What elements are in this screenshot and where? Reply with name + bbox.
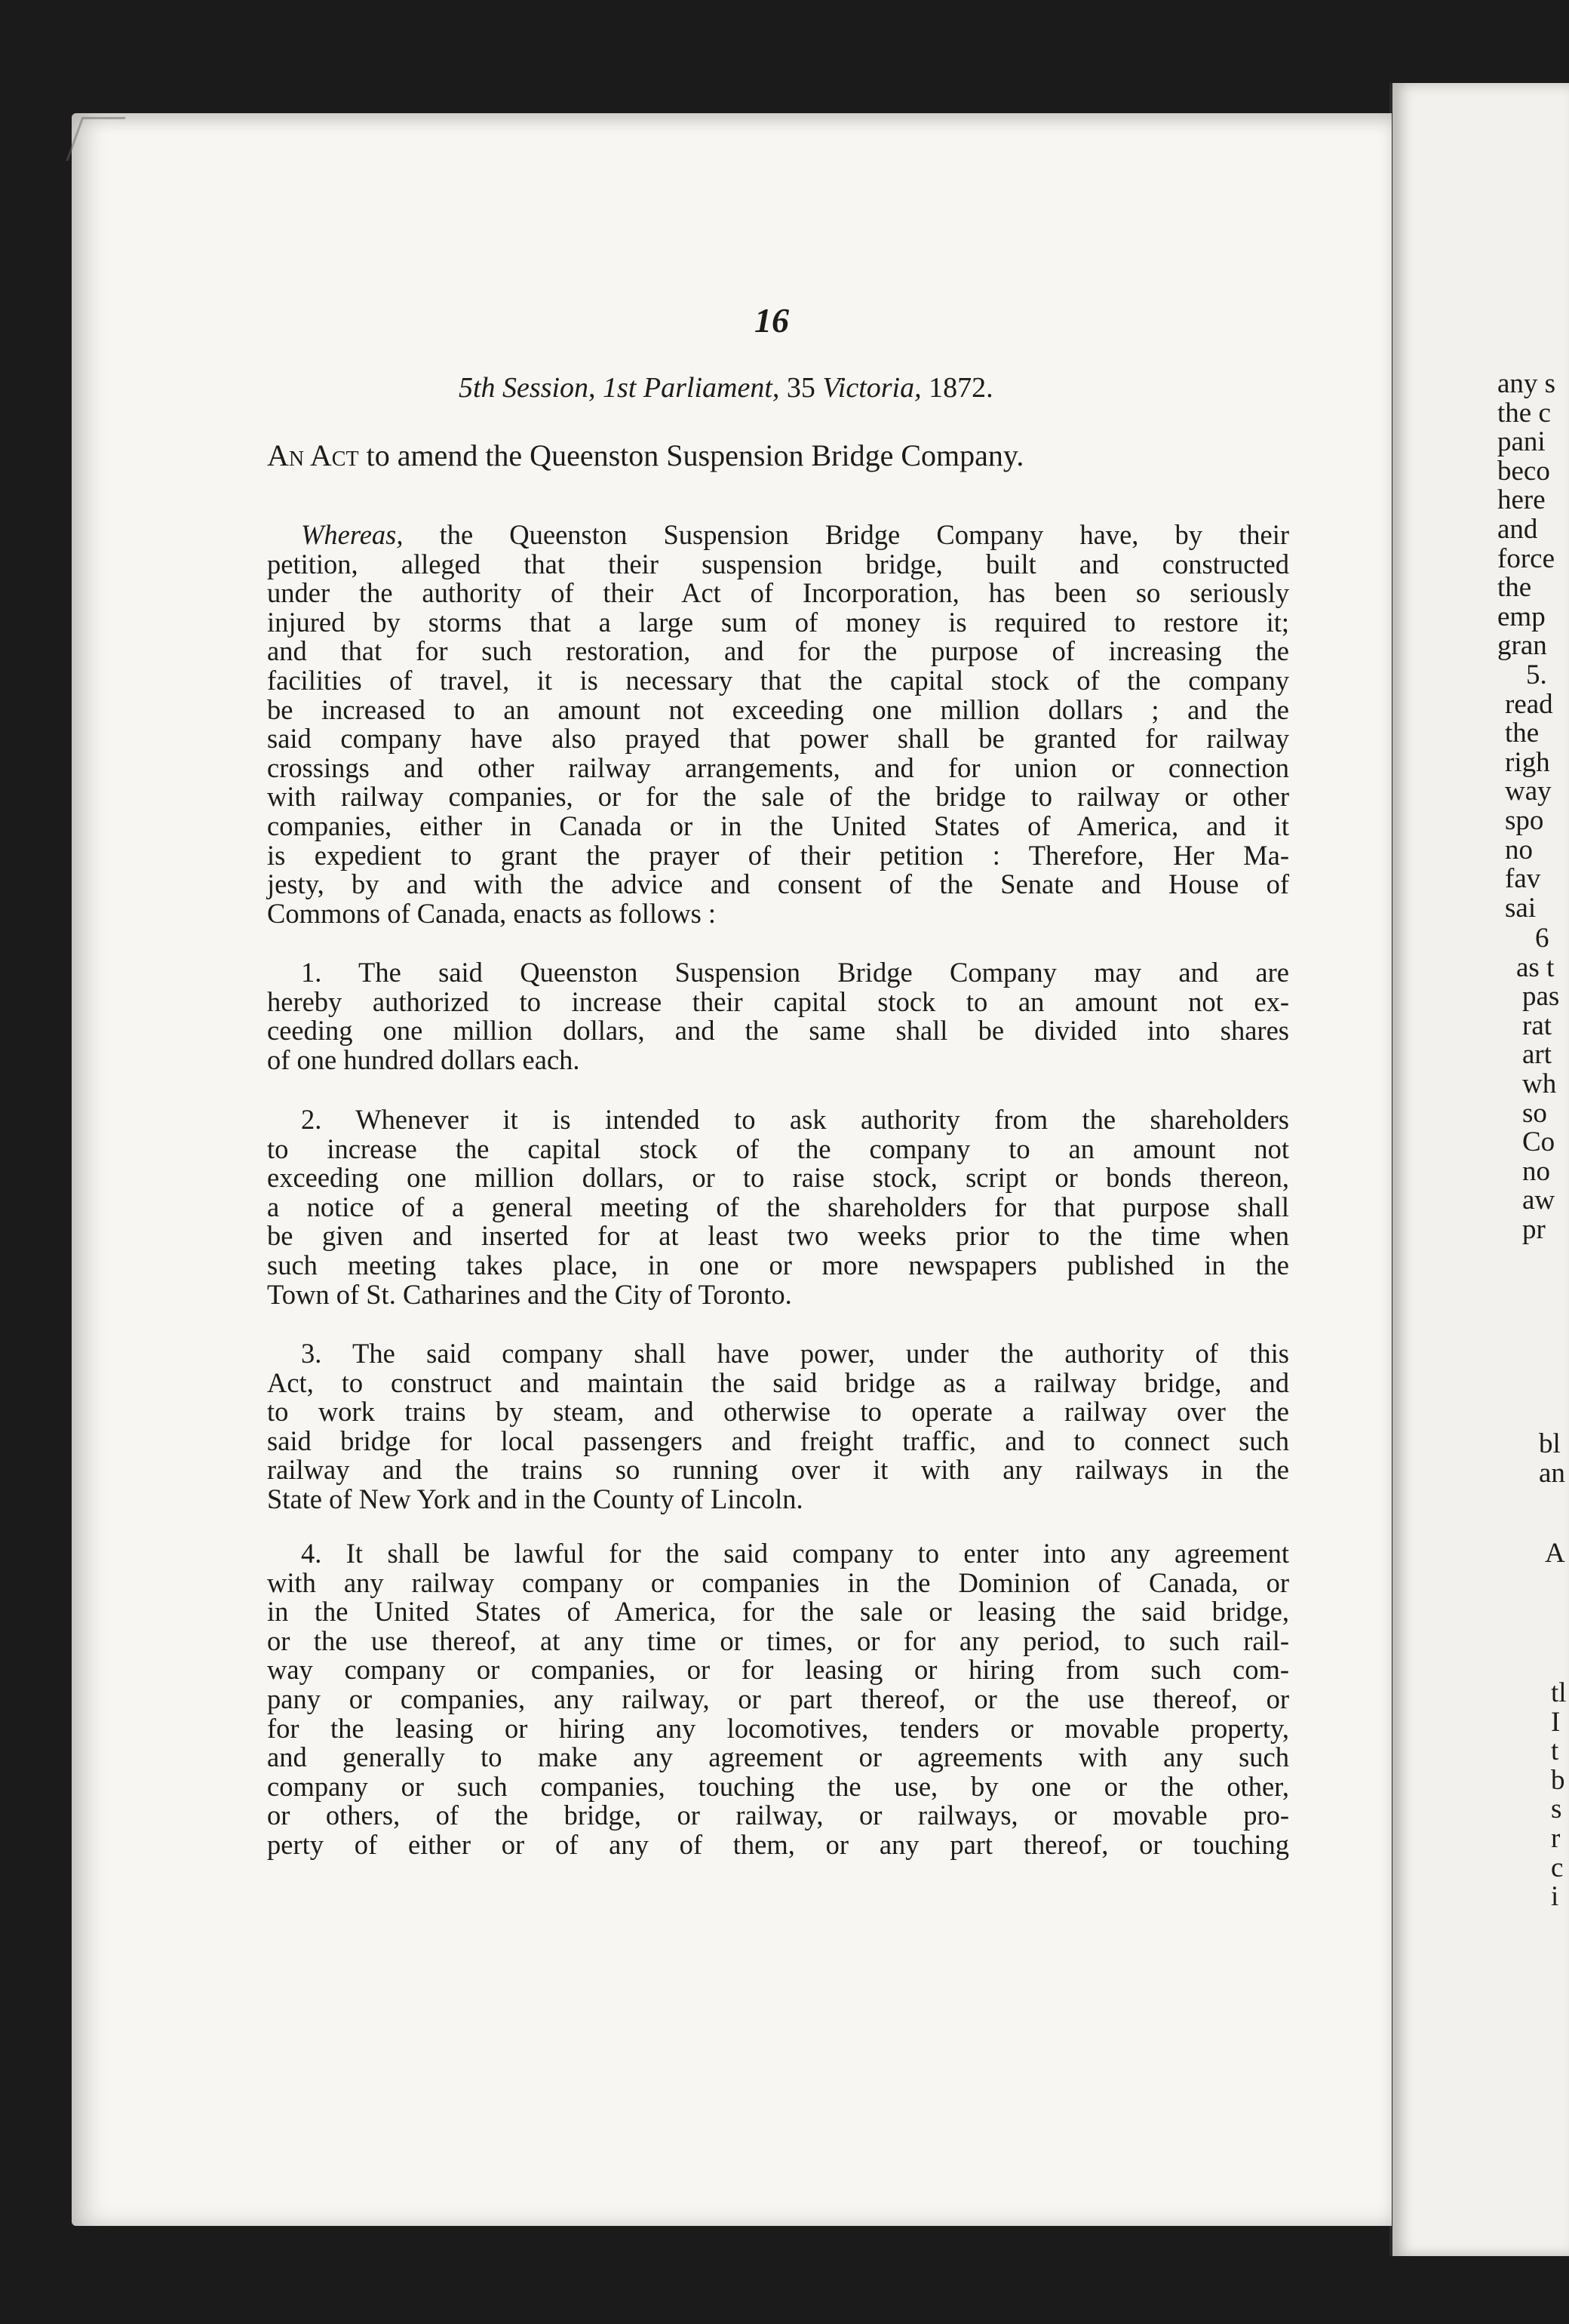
- facing-fragment: pr: [1522, 1213, 1546, 1245]
- section-line: be given and inserted for at least two weeks prior to the time when: [267, 1220, 1289, 1252]
- facing-fragment: t: [1551, 1735, 1559, 1767]
- section-line: to increase the capital stock of the company to an amount not: [267, 1133, 1289, 1164]
- preamble-lead: Whereas,: [301, 519, 404, 550]
- section-line: such meeting takes place, in one or more newspapers published in the: [267, 1249, 1289, 1280]
- session-header: [459, 371, 993, 404]
- section-line: Town of St. Catharines and the City of Toronto.: [267, 1278, 792, 1310]
- section-line: 3. The said company shall have power, under the authority of this: [301, 1338, 1289, 1369]
- facing-page-text-d: [1545, 1539, 1565, 1569]
- preamble-line: facilities of travel, it is necessary that the capital stock of the company: [267, 664, 1289, 696]
- facing-fragment: and: [1497, 513, 1538, 545]
- facing-fragment: bl: [1539, 1428, 1561, 1459]
- session-number: 35: [786, 372, 815, 404]
- facing-fragment: force: [1497, 543, 1555, 574]
- facing-fragment: the: [1497, 572, 1532, 604]
- section-line: to work trains by steam, and otherwise to operate a railway over the: [267, 1396, 1289, 1428]
- section-line: pany or companies, any railway, or part thereof, or the use thereof, or: [267, 1683, 1289, 1714]
- section-line: exceeding one million dollars, or to raise stock, script or bonds thereon,: [267, 1162, 1289, 1194]
- section-4: [267, 1539, 1289, 1860]
- preamble-line: said company have also prayed that power shall be granted for railway: [267, 723, 1289, 755]
- preamble-line: with railway companies, or for the sale of the bridge to railway or other: [267, 781, 1289, 813]
- facing-fragment: gran: [1497, 630, 1547, 662]
- section-line: railway and the trains so running over it with any railways in the: [267, 1454, 1289, 1486]
- preamble-line: jesty, by and with the advice and consent of the Senate and House of: [267, 868, 1289, 900]
- section-line: with any railway company or companies in the Dominion of Canada, or: [267, 1566, 1289, 1598]
- facing-fragment: aw: [1522, 1185, 1555, 1216]
- session-text: 5th Session, 1st Parliament,: [459, 372, 780, 404]
- facing-fragment: the: [1505, 718, 1540, 749]
- preamble-line: companies, either in Canada or in the United States of America, and it: [267, 810, 1289, 841]
- facing-fragment: tl: [1551, 1677, 1567, 1708]
- facing-fragment: A: [1545, 1538, 1565, 1569]
- section-2: [267, 1105, 1289, 1309]
- facing-fragment: c: [1551, 1852, 1564, 1883]
- preamble-line: and that for such restoration, and for the purpose of increasing the: [267, 635, 1289, 667]
- act-title-rest: to amend the Queenston Suspension Bridge Company.: [366, 438, 1024, 472]
- section-line: for the leasing or hiring any locomotives, tenders or movable property,: [267, 1712, 1289, 1744]
- section-line: 4. It shall be lawful for the said company to enter into any agreement: [301, 1538, 1289, 1569]
- facing-fragment: I: [1551, 1706, 1561, 1738]
- section-3: [267, 1339, 1289, 1514]
- facing-fragment: 6: [1535, 923, 1549, 954]
- facing-fragment: Co: [1522, 1127, 1555, 1158]
- facing-fragment: read: [1505, 688, 1553, 720]
- section-line: a notice of a general meeting of the shareholders for that purpose shall: [267, 1191, 1289, 1222]
- facing-fragment: emp: [1497, 601, 1546, 632]
- facing-fragment: r: [1551, 1822, 1561, 1854]
- preamble-line: under the authority of their Act of Incorporation, has been so seriously: [267, 577, 1289, 609]
- session-year: 1872.: [929, 372, 993, 404]
- facing-fragment: pas: [1522, 981, 1560, 1013]
- section-line: of one hundred dollars each.: [267, 1044, 580, 1075]
- facing-fragment: sai: [1505, 892, 1537, 924]
- section-line: said bridge for local passengers and freight traffic, and to connect such: [267, 1425, 1289, 1456]
- section-line: or others, of the bridge, or railway, or railways, or movable pro-: [267, 1800, 1289, 1831]
- facing-page-text-a: [1497, 370, 1555, 923]
- facing-fragment: fav: [1505, 863, 1541, 895]
- section-line: 1. The said Queenston Suspension Bridge Company may and are: [301, 957, 1289, 988]
- facing-fragment: an: [1539, 1457, 1565, 1489]
- preamble: [267, 521, 1289, 928]
- section-line: ceeding one million dollars, and the same shall be divided into shares: [267, 1015, 1289, 1047]
- act-title: [267, 438, 1024, 473]
- facing-fragment: no: [1522, 1155, 1550, 1187]
- facing-fragment: here: [1497, 484, 1546, 516]
- act-title-lead: An Act: [267, 438, 359, 472]
- preamble-line: Commons of Canada, enacts as follows :: [267, 897, 717, 929]
- facing-fragment: no: [1505, 834, 1533, 865]
- facing-fragment: b: [1551, 1764, 1565, 1796]
- facing-page-text-c: [1539, 1430, 1565, 1488]
- section-line: company or such companies, touching the use, by one or the other,: [267, 1770, 1289, 1802]
- section-line: hereby authorized to increase their capital stock to an amount not ex-: [267, 985, 1289, 1017]
- facing-fragment: i: [1551, 1881, 1559, 1913]
- facing-fragment: way: [1505, 776, 1552, 807]
- facing-fragment: righ: [1505, 746, 1550, 778]
- facing-fragment: spo: [1505, 804, 1544, 836]
- facing-fragment: rat: [1522, 1010, 1552, 1041]
- facing-fragment: beco: [1497, 455, 1550, 487]
- section-line: way company or companies, or for leasing or hiring from such com-: [267, 1654, 1289, 1686]
- section-1: [267, 958, 1289, 1074]
- facing-fragment: s: [1551, 1794, 1562, 1825]
- preamble-line: injured by storms that a large sum of money is required to restore it;: [267, 606, 1289, 638]
- facing-fragment: the c: [1497, 397, 1551, 429]
- facing-page-text-b: [1516, 924, 1559, 1245]
- section-line: and generally to make any agreement or agreements with any such: [267, 1741, 1289, 1773]
- preamble-line: is expedient to grant the prayer of their petition : Therefore, Her Ma-: [267, 839, 1289, 871]
- facing-fragment: so: [1522, 1097, 1547, 1129]
- preamble-line: crossings and other railway arrangements, and for union or connection: [267, 752, 1289, 783]
- facing-fragment: art: [1522, 1039, 1552, 1071]
- section-line: perty of either or of any of them, or any part thereof, or touching: [267, 1828, 1289, 1860]
- facing-fragment: any s: [1497, 368, 1556, 399]
- facing-fragment: wh: [1522, 1068, 1557, 1099]
- facing-fragment: as t: [1516, 951, 1555, 983]
- section-line: State of New York and in the County of Lincoln.: [267, 1483, 803, 1514]
- section-line: or the use thereof, at any time or times, or for any period, to such rail-: [267, 1625, 1289, 1656]
- facing-fragment: pani: [1497, 426, 1546, 458]
- session-victoria: Victoria,: [822, 372, 922, 404]
- section-line: in the United States of America, for the sale or leasing the said bridge,: [267, 1596, 1289, 1628]
- facing-fragment: 5.: [1526, 659, 1547, 690]
- section-line: 2. Whenever it is intended to ask authority from the shareholders: [301, 1104, 1289, 1135]
- facing-page-text-e: [1551, 1679, 1567, 1912]
- preamble-line: petition, alleged that their suspension bridge, built and constructed: [267, 548, 1289, 579]
- page-number: 16: [754, 301, 789, 340]
- section-line: Act, to construct and maintain the said bridge as a railway bridge, and: [267, 1366, 1289, 1398]
- preamble-line: Whereas, the Queenston Suspension Bridge Company have, by their: [301, 519, 1290, 550]
- preamble-line: be increased to an amount not exceeding one million dollars ; and the: [267, 693, 1289, 725]
